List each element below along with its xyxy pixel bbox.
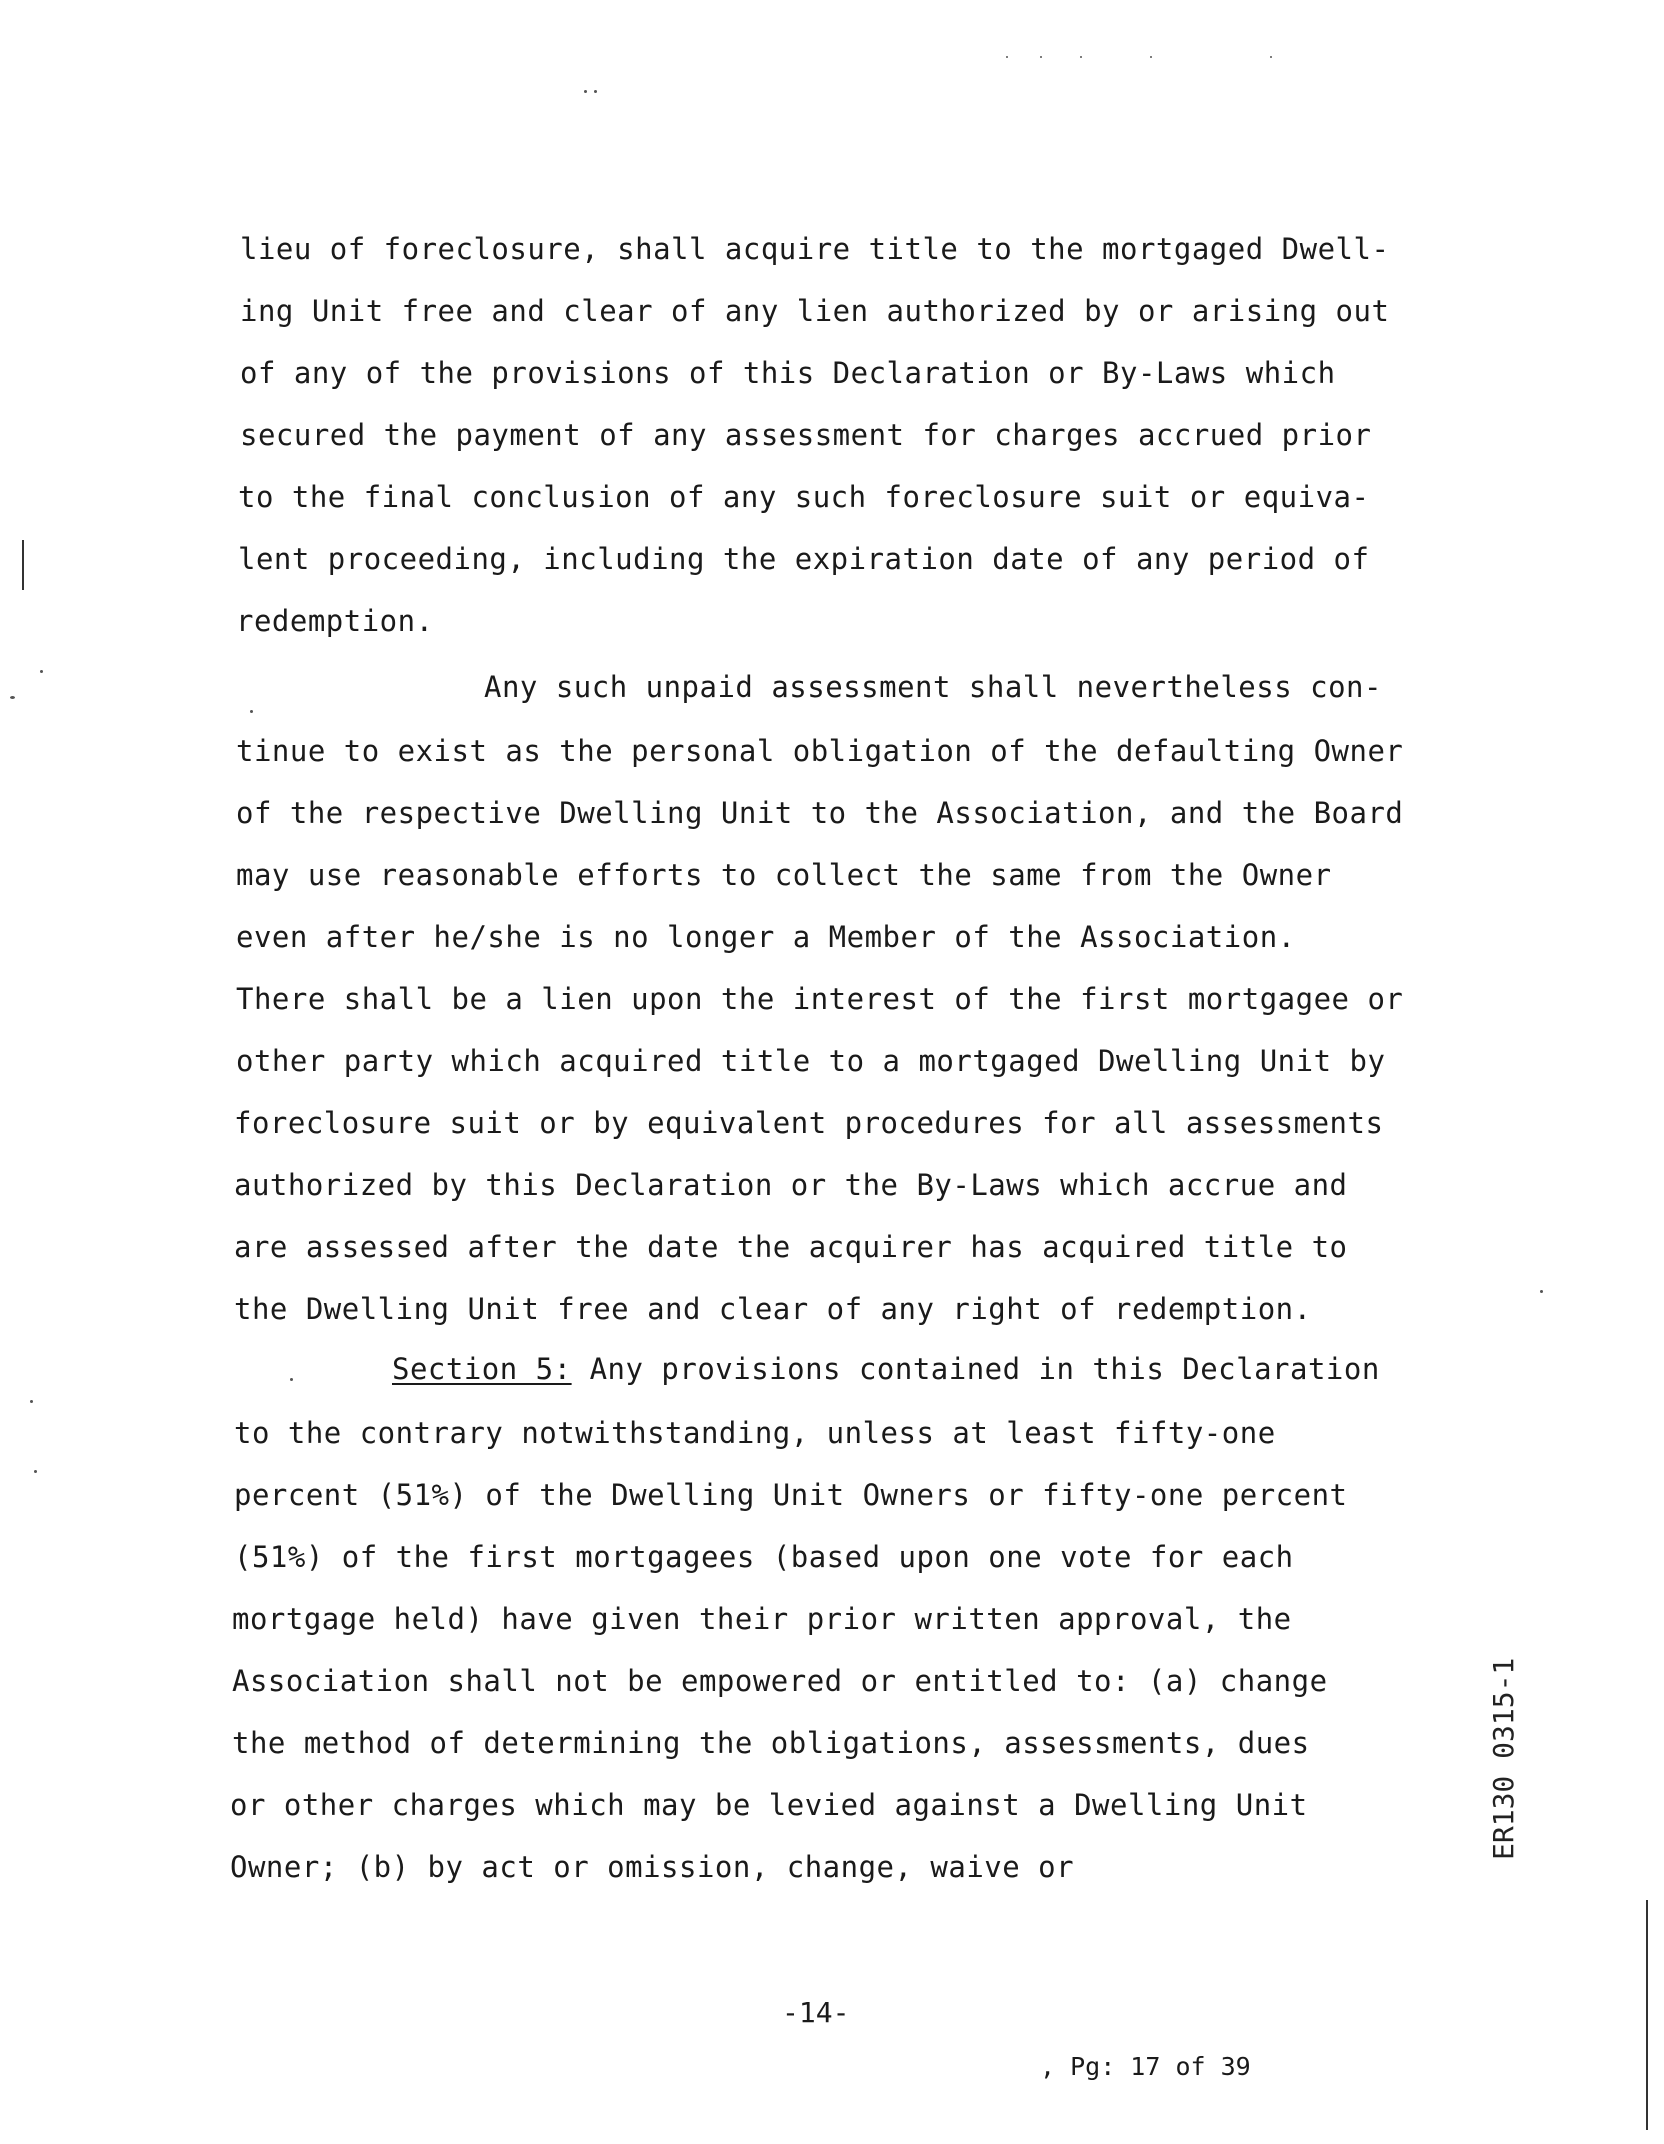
scan-speck [290,1378,293,1381]
text-line: to the contrary notwithstanding, unless at least fifty-one [234,1416,1276,1450]
text-line: the Dwelling Unit free and clear of any right of redemption. [234,1292,1312,1326]
text-line: There shall be a lien upon the interest of the first mortgagee or [236,982,1404,1016]
scan-speck [10,696,15,699]
scan-speck [594,90,597,93]
scan-speck [584,90,587,93]
text-line: redemption. [236,604,434,638]
text-line: the method of determining the obligations, assessments, dues [232,1726,1310,1760]
text-line: ing Unit free and clear of any lien authorized by or arising out [240,294,1390,328]
text-line: secured the payment of any assessment for charges accrued prior [240,418,1372,452]
text-line: Association shall not be empowered or entitled to: (a) change [232,1664,1328,1698]
text-line: lieu of foreclosure, shall acquire title to the mortgaged Dwell- [240,232,1390,266]
text-line: Any such unpaid assessment shall nevertheless con- [484,670,1382,704]
scan-mark [22,540,24,590]
text-line: other party which acquired title to a mortgaged Dwelling Unit by [236,1044,1386,1078]
scan-speck [1006,56,1008,58]
scan-speck [1040,56,1042,58]
text-line: tinue to exist as the personal obligation of the defaulting Owner [236,734,1404,768]
scan-speck [1150,56,1152,58]
section-label: Section 5: [392,1352,572,1386]
scan-speck [1270,56,1272,58]
page-count: , Pg: 17 of 39 [1040,2052,1251,2081]
scan-speck [250,710,253,713]
section-first-line: Any provisions contained in this Declaration [571,1352,1380,1386]
scan-edge-line [1646,1900,1648,2130]
scan-speck [34,1470,37,1473]
scan-speck [30,1400,33,1403]
text-line: of the respective Dwelling Unit to the Association, and the Board [236,796,1404,830]
text-line: or other charges which may be levied against a Dwelling Unit [230,1788,1308,1822]
text-line: of any of the provisions of this Declaration or By-Laws which [240,356,1336,390]
scan-speck [1540,1290,1543,1293]
scan-speck [40,670,43,673]
text-line: mortgage held) have given their prior written approval, the [232,1602,1292,1636]
page-number: -14- [782,1996,850,2029]
text-line: may use reasonable efforts to collect the same from the Owner [236,858,1332,892]
text-line: foreclosure suit or by equivalent procedures for all assessments [234,1106,1384,1140]
text-line: (51%) of the first mortgagees (based upon one vote for each [234,1540,1294,1574]
text-line: authorized by this Declaration or the By-Laws which accrue and [234,1168,1348,1202]
text-line: are assessed after the date the acquirer has acquired title to [234,1230,1348,1264]
text-line: lent proceeding, including the expiration date of any period of [238,542,1370,576]
text-line: even after he/she is no longer a Member of the Association. [236,920,1296,954]
text-line: to the final conclusion of any such foreclosure suit or equiva- [238,480,1370,514]
scan-speck [1080,56,1082,58]
text-line: percent (51%) of the Dwelling Unit Owners or fifty-one percent [234,1478,1348,1512]
margin-stamp: ER130 0315-1 [1487,1657,1520,1860]
text-line: Owner; (b) by act or omission, change, waive or [230,1850,1075,1884]
section-heading-line [392,1352,1380,1386]
